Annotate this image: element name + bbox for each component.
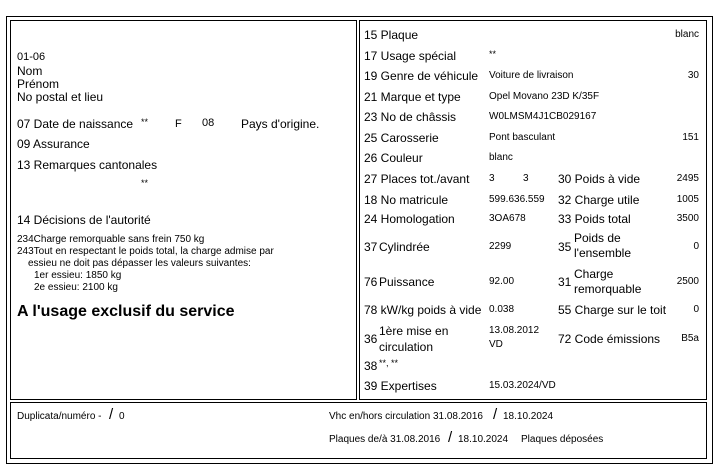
poids-vide-value: 2495	[676, 173, 699, 184]
emissions-value: B5a	[681, 333, 699, 344]
cylindree-value: 2299	[489, 241, 512, 252]
sex-value: F	[175, 118, 182, 130]
poids-ens-label-1: Poids de	[574, 231, 621, 245]
genre-code: 30	[687, 70, 699, 81]
charge-utile-label: 32 Charge utile	[558, 193, 640, 207]
cylindree-num: 37	[364, 240, 378, 254]
plaques-status: Plaques déposées	[521, 434, 604, 445]
marque-value: Opel Movano 23D K/35F	[489, 91, 600, 102]
marque-label: 21 Marque et type	[364, 90, 461, 104]
puissance-label: Puissance	[379, 275, 435, 289]
poids-total-label: 33 Poids total	[558, 212, 631, 226]
expertises-value: 15.03.2024/VD	[489, 380, 556, 391]
places-avant: 3	[523, 173, 529, 184]
decision-line-2: 243Tout en respectant le poids total, la charge admise par	[17, 246, 274, 257]
plaques-value: 18.10.2024	[458, 434, 509, 445]
couleur-label: 26 Couleur	[364, 151, 423, 165]
expertises-label: 39 Expertises	[364, 379, 437, 393]
remorq-label-1: Charge	[574, 267, 614, 281]
mise-label-1: 1ère mise en	[379, 324, 449, 338]
remarks-label: 13 Remarques cantonales	[17, 158, 158, 172]
kwkg-value: 0.038	[489, 304, 515, 315]
f38-label: 38	[364, 359, 378, 373]
matricule-value: 599.636.559	[489, 194, 545, 205]
remorq-label-2: remorquable	[574, 282, 642, 296]
toit-value: 0	[693, 304, 699, 315]
remorq-num: 31	[558, 275, 572, 289]
genre-value: Voiture de livraison	[489, 70, 574, 81]
vhc-value: 18.10.2024	[503, 411, 554, 422]
duplicata-slash: /	[109, 406, 114, 423]
decision-line-3: essieu ne doit pas dépasser les valeurs suivantes:	[28, 258, 251, 269]
origin-code: 08	[202, 117, 215, 129]
emissions-label: 72 Code émissions	[558, 332, 661, 346]
usage-label: 17 Usage spécial	[364, 49, 457, 63]
carrosserie-label: 25 Carosserie	[364, 131, 439, 145]
mise-num: 36	[364, 332, 378, 346]
remorq-value: 2500	[676, 276, 699, 287]
places-label: 27 Places tot./avant	[364, 172, 470, 186]
f38-value: **, **	[379, 358, 399, 368]
plaques-label: Plaques de/à 31.08.2016	[329, 434, 441, 445]
header-code: 01-06	[17, 51, 46, 63]
poids-total-value: 3500	[676, 213, 699, 224]
mise-value-1: 13.08.2012	[489, 325, 540, 336]
poids-ens-label-2: l'ensemble	[574, 246, 631, 260]
remarks-value: **	[141, 178, 149, 188]
carrosserie-code: 151	[682, 132, 699, 143]
decisions-label: 14 Décisions de l'autorité	[17, 213, 151, 227]
homologation-value: 3OA678	[489, 213, 526, 224]
cylindree-label: Cylindrée	[379, 240, 430, 254]
matricule-label: 18 No matricule	[364, 193, 449, 207]
couleur-value: blanc	[489, 152, 513, 163]
carrosserie-value: Pont basculant	[489, 132, 556, 143]
mise-value-2: VD	[489, 339, 503, 350]
toit-label: 55 Charge sur le toit	[558, 303, 667, 317]
duplicata-value: 0	[119, 411, 125, 422]
genre-label: 19 Genre de véhicule	[364, 69, 479, 83]
chassis-value: W0LMSM4J1CB029167	[489, 111, 597, 122]
insurance-label: 09 Assurance	[17, 137, 90, 151]
plaques-slash: /	[448, 429, 453, 446]
holder-postal: No postal et lieu	[17, 90, 104, 104]
holder-firstname: Prénom	[17, 77, 60, 91]
birth-label: 07 Date de naissance	[17, 117, 134, 131]
vhc-label: Vhc en/hors circulation 31.08.2016	[329, 411, 483, 422]
poids-ens-value: 0	[693, 241, 699, 252]
usage-value: **	[489, 49, 497, 59]
decision-line-1: 234Charge remorquable sans frein 750 kg	[17, 234, 205, 245]
decision-line-5: 2e essieu: 2100 kg	[34, 282, 118, 293]
chassis-label: 23 No de châssis	[364, 110, 457, 124]
mise-label-2: circulation	[379, 340, 434, 354]
birth-value: **	[141, 117, 149, 127]
kwkg-label: 78 kW/kg poids à vide	[364, 303, 482, 317]
places-total: 3	[489, 173, 495, 184]
plaque-value: blanc	[675, 29, 699, 40]
duplicata-label: Duplicata/numéro -	[17, 411, 102, 422]
poids-ens-num: 35	[558, 240, 572, 254]
puissance-value: 92.00	[489, 276, 515, 287]
charge-utile-value: 1005	[676, 194, 699, 205]
service-notice: A l'usage exclusif du service	[17, 303, 235, 320]
origin-label: Pays d'origine.	[241, 117, 320, 131]
plaque-label: 15 Plaque	[364, 28, 419, 42]
homologation-label: 24 Homologation	[364, 212, 455, 226]
vhc-slash: /	[493, 406, 498, 423]
holder-name: Nom	[17, 64, 43, 78]
poids-vide-label: 30 Poids à vide	[558, 172, 641, 186]
left-panel	[10, 20, 357, 400]
decision-line-4: 1er essieu: 1850 kg	[34, 270, 122, 281]
puissance-num: 76	[364, 275, 378, 289]
